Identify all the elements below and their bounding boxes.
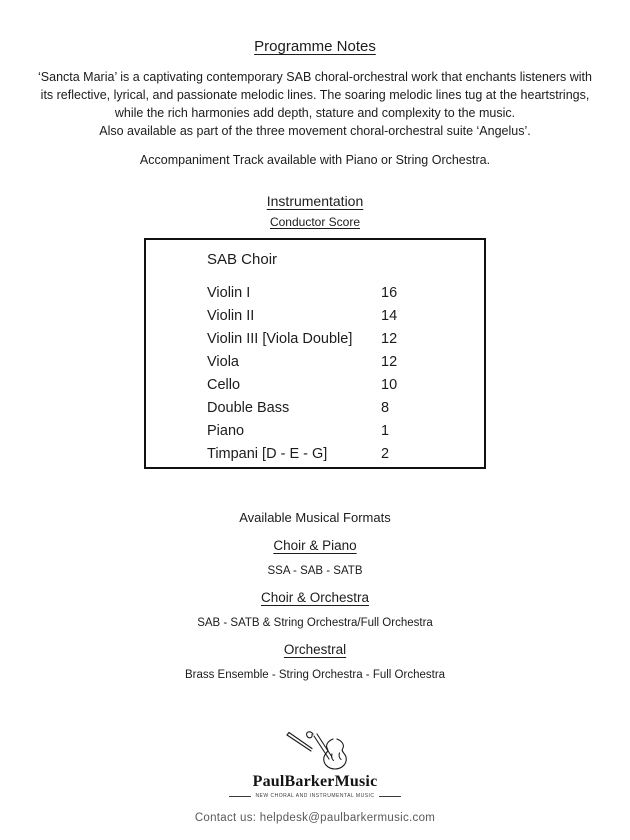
instrument-row xyxy=(207,350,484,373)
page-title: Programme Notes xyxy=(254,38,376,55)
instrument-row xyxy=(207,281,484,304)
instrument-name: Viola xyxy=(207,353,239,370)
instrument-row xyxy=(207,327,484,350)
contact-line: Contact us: helpdesk@paulbarkermusic.com xyxy=(194,812,436,824)
instrument-count: 8 xyxy=(381,399,390,416)
instrument-row xyxy=(207,304,484,327)
format-label-choir-piano: Choir & Piano xyxy=(273,538,357,553)
intro-line: ‘Sancta Maria’ is a captivating contemporary SAB choral-orchestral work that enchants listeners with xyxy=(38,70,592,84)
instrument-count: 14 xyxy=(381,307,398,324)
choir-label: SAB Choir xyxy=(207,251,278,268)
instrumentation-rows xyxy=(207,281,484,465)
instrument-name: Timpani [D - E - G] xyxy=(207,445,328,462)
instrument-row xyxy=(207,373,484,396)
tagline-rule-left xyxy=(229,796,251,797)
intro-line: Also available as part of the three movement choral-orchestral suite ‘Angelus’. xyxy=(99,124,531,138)
instrument-name: Violin III [Viola Double] xyxy=(207,330,353,347)
instrument-count: 2 xyxy=(381,445,390,462)
instrument-name: Piano xyxy=(207,422,245,439)
instrument-count: 12 xyxy=(381,353,398,370)
format-detail-choir-piano: SSA - SAB - SATB xyxy=(267,565,363,577)
brand-name: PaulBarkerMusic xyxy=(252,773,378,790)
instrument-name: Cello xyxy=(207,376,241,393)
format-detail-choir-orchestra: SAB - SATB & String Orchestra/Full Orchestra xyxy=(197,617,433,629)
instrument-row xyxy=(207,396,484,419)
tagline-rule-right xyxy=(379,796,401,797)
instrument-row xyxy=(207,442,484,465)
instrumentation-box xyxy=(144,238,486,469)
accompaniment-note: Accompaniment Track available with Piano or String Orchestra. xyxy=(139,153,491,167)
intro-line: its reflective, lyrical, and passionate melodic lines. The soaring melodic lines tug at the heartstrings, xyxy=(40,88,590,102)
format-detail-orchestral: Brass Ensemble - String Orchestra - Full Orchestra xyxy=(184,669,446,681)
instrument-count: 12 xyxy=(381,330,398,347)
instrument-count: 1 xyxy=(381,422,390,439)
instrument-name: Violin I xyxy=(207,284,251,301)
instrument-count: 16 xyxy=(381,284,398,301)
conductor-score-subheading: Conductor Score xyxy=(269,215,361,229)
instrument-name: Double Bass xyxy=(207,399,290,416)
format-label-choir-orchestra: Choir & Orchestra xyxy=(260,590,370,605)
instrumentation-heading: Instrumentation xyxy=(266,193,364,209)
tagline-text: NEW CHORAL AND INSTRUMENTAL MUSIC xyxy=(255,793,375,799)
format-label-orchestral: Orchestral xyxy=(283,642,347,657)
instrument-row xyxy=(207,419,484,442)
formats-heading: Available Musical Formats xyxy=(239,510,391,525)
violin-logo-icon xyxy=(277,725,353,771)
instrument-count: 10 xyxy=(381,376,398,393)
intro-line: while the rich harmonies add depth, stature and complexity to the music. xyxy=(114,106,516,120)
brand-tagline xyxy=(229,793,400,799)
instrument-name: Violin II xyxy=(207,307,255,324)
intro-paragraph xyxy=(17,68,613,140)
footer xyxy=(195,725,435,824)
